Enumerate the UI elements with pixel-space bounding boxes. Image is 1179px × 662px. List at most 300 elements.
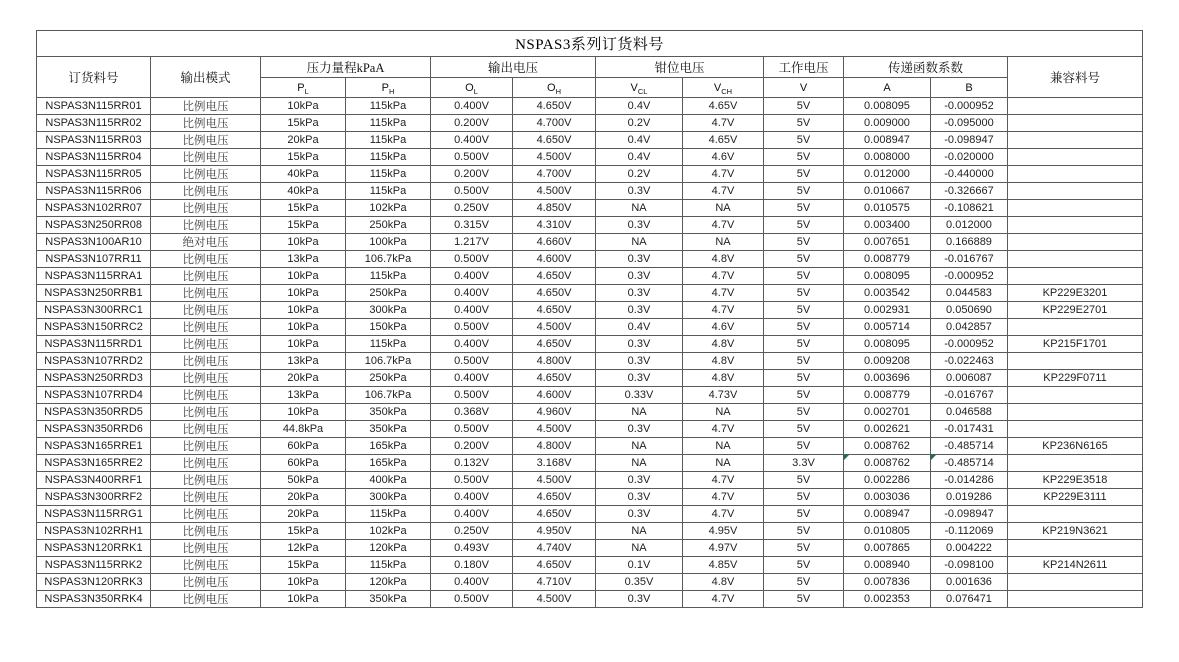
cell-vch: 4.8V [683,574,764,591]
cell-oh: 4.650V [513,506,596,523]
cell-part-number: NSPAS3N115RR03 [37,132,151,149]
cell-coeff-b: -0.014286 [931,472,1008,489]
cell-vcl: 0.3V [596,591,683,608]
cell-compatible [1008,234,1143,251]
cell-vch: 4.7V [683,591,764,608]
cell-ph: 115kPa [346,183,431,200]
cell-coeff-b: -0.000952 [931,336,1008,353]
cell-oh: 4.600V [513,251,596,268]
cell-oh: 3.168V [513,455,596,472]
cell-oh: 4.650V [513,285,596,302]
cell-coeff-b: -0.485714 [931,438,1008,455]
cell-ol: 0.400V [431,302,513,319]
cell-compatible: KP229E3518 [1008,472,1143,489]
cell-output-mode: 比例电压 [151,591,261,608]
table-row [37,438,1143,455]
cell-v: 5V [764,438,844,455]
cell-ol: 0.500V [431,149,513,166]
cell-ol: 0.500V [431,319,513,336]
cell-part-number: NSPAS3N350RRD6 [37,421,151,438]
cell-coeff-a: 0.010667 [844,183,931,200]
cell-coeff-b: -0.095000 [931,115,1008,132]
cell-ol: 0.400V [431,285,513,302]
cell-vch: 4.7V [683,285,764,302]
cell-compatible [1008,98,1143,115]
cell-output-mode: 比例电压 [151,438,261,455]
cell-pl: 60kPa [261,438,346,455]
cell-compatible [1008,387,1143,404]
cell-part-number: NSPAS3N120RRK3 [37,574,151,591]
cell-oh: 4.500V [513,319,596,336]
cell-coeff-b: 0.012000 [931,217,1008,234]
cell-output-mode: 比例电压 [151,302,261,319]
cell-ol: 0.250V [431,200,513,217]
cell-part-number: NSPAS3N350RRK4 [37,591,151,608]
cell-output-mode: 比例电压 [151,506,261,523]
cell-coeff-a: 0.008947 [844,132,931,149]
cell-output-mode: 比例电压 [151,523,261,540]
cell-compatible: KP215F1701 [1008,336,1143,353]
cell-pl: 15kPa [261,200,346,217]
cell-vch: 4.6V [683,319,764,336]
col-header-part-number: 订货料号 [37,57,151,98]
cell-v: 5V [764,115,844,132]
cell-coeff-b: -0.000952 [931,268,1008,285]
cell-ph: 120kPa [346,540,431,557]
cell-part-number: NSPAS3N107RRD4 [37,387,151,404]
cell-compatible: KP229E3111 [1008,489,1143,506]
cell-v: 5V [764,540,844,557]
cell-vch: 4.7V [683,506,764,523]
cell-ol: 0.500V [431,251,513,268]
cell-v: 5V [764,251,844,268]
cell-oh: 4.650V [513,370,596,387]
col-header-clamp-voltage: 钳位电压 [596,57,764,78]
cell-pl: 15kPa [261,523,346,540]
table-row [37,285,1143,302]
cell-coeff-b: -0.112069 [931,523,1008,540]
cell-pl: 15kPa [261,557,346,574]
cell-ol: 1.217V [431,234,513,251]
cell-output-mode: 比例电压 [151,268,261,285]
cell-vch: 4.7V [683,302,764,319]
cell-vch: 4.7V [683,489,764,506]
table-row [37,574,1143,591]
cell-pl: 10kPa [261,98,346,115]
cell-coeff-a: 0.008095 [844,336,931,353]
cell-vcl: 0.3V [596,370,683,387]
cell-output-mode: 比例电压 [151,132,261,149]
cell-compatible [1008,574,1143,591]
cell-ph: 350kPa [346,404,431,421]
cell-coeff-b: -0.020000 [931,149,1008,166]
table-row [37,234,1143,251]
cell-part-number: NSPAS3N102RRH1 [37,523,151,540]
cell-ph: 350kPa [346,421,431,438]
cell-output-mode: 比例电压 [151,166,261,183]
table-row [37,455,1143,472]
cell-pl: 20kPa [261,489,346,506]
table-row [37,115,1143,132]
cell-v: 5V [764,523,844,540]
col-header-v: V [764,78,844,98]
cell-ol: 0.500V [431,353,513,370]
cell-pl: 10kPa [261,574,346,591]
cell-compatible [1008,183,1143,200]
col-header-ph: $P_H$ [346,78,431,98]
cell-part-number: NSPAS3N115RRA1 [37,268,151,285]
cell-coeff-b: 0.006087 [931,370,1008,387]
cell-output-mode: 比例电压 [151,540,261,557]
cell-coeff-b: -0.000952 [931,98,1008,115]
cell-vch: 4.65V [683,98,764,115]
cell-vch: 4.85V [683,557,764,574]
cell-output-mode: 比例电压 [151,421,261,438]
table-title-row [37,31,1143,57]
table-row [37,336,1143,353]
cell-oh: 4.310V [513,217,596,234]
cell-pl: 10kPa [261,302,346,319]
cell-output-mode: 绝对电压 [151,234,261,251]
cell-oh: 4.600V [513,387,596,404]
cell-output-mode: 比例电压 [151,200,261,217]
cell-output-mode: 比例电压 [151,285,261,302]
cell-output-mode: 比例电压 [151,472,261,489]
table-row [37,353,1143,370]
cell-vch: 4.8V [683,336,764,353]
table-row [37,183,1143,200]
col-header-pl: $P_L$ [261,78,346,98]
cell-coeff-a: 0.007651 [844,234,931,251]
cell-ph: 150kPa [346,319,431,336]
cell-output-mode: 比例电压 [151,115,261,132]
cell-vcl: NA [596,540,683,557]
cell-vch: 4.8V [683,370,764,387]
cell-vch: 4.95V [683,523,764,540]
cell-ol: 0.500V [431,421,513,438]
cell-v: 5V [764,489,844,506]
cell-vcl: 0.3V [596,183,683,200]
table-row [37,149,1143,166]
cell-output-mode: 比例电压 [151,387,261,404]
cell-pl: 40kPa [261,166,346,183]
col-header-pressure-range: 压力量程kPaA [261,57,431,78]
cell-vcl: 0.4V [596,319,683,336]
cell-compatible: KP236N6165 [1008,438,1143,455]
cell-ol: 0.500V [431,387,513,404]
cell-ph: 115kPa [346,268,431,285]
cell-pl: 15kPa [261,115,346,132]
col-header-oh: $O_H$ [513,78,596,98]
cell-coeff-b: -0.098947 [931,506,1008,523]
cell-vcl: 0.3V [596,251,683,268]
cell-coeff-a: 0.008762 [844,455,931,472]
table-row [37,268,1143,285]
cell-vch: 4.7V [683,472,764,489]
cell-pl: 40kPa [261,183,346,200]
table-row [37,166,1143,183]
table-row [37,217,1143,234]
cell-part-number: NSPAS3N102RR07 [37,200,151,217]
cell-vch: 4.7V [683,217,764,234]
cell-coeff-b: -0.098100 [931,557,1008,574]
cell-coeff-b: -0.016767 [931,251,1008,268]
cell-coeff-a: 0.002353 [844,591,931,608]
cell-vch: 4.7V [683,115,764,132]
cell-coeff-b: -0.016767 [931,387,1008,404]
cell-vcl: 0.3V [596,285,683,302]
cell-vcl: 0.35V [596,574,683,591]
cell-v: 5V [764,268,844,285]
cell-ol: 0.500V [431,472,513,489]
cell-ol: 0.315V [431,217,513,234]
cell-v: 5V [764,404,844,421]
cell-ph: 102kPa [346,200,431,217]
cell-coeff-b: 0.019286 [931,489,1008,506]
cell-oh: 4.960V [513,404,596,421]
cell-ol: 0.250V [431,523,513,540]
cell-vcl: NA [596,455,683,472]
cell-part-number: NSPAS3N400RRF1 [37,472,151,489]
cell-v: 5V [764,98,844,115]
cell-coeff-a: 0.012000 [844,166,931,183]
cell-oh: 4.660V [513,234,596,251]
cell-oh: 4.700V [513,166,596,183]
cell-ol: 0.132V [431,455,513,472]
cell-vcl: 0.3V [596,302,683,319]
cell-vcl: 0.3V [596,268,683,285]
cell-vch: 4.8V [683,251,764,268]
cell-compatible [1008,540,1143,557]
table-body [37,98,1143,608]
cell-pl: 13kPa [261,353,346,370]
cell-pl: 50kPa [261,472,346,489]
cell-oh: 4.500V [513,183,596,200]
cell-pl: 20kPa [261,132,346,149]
cell-part-number: NSPAS3N115RRD1 [37,336,151,353]
cell-ol: 0.500V [431,183,513,200]
cell-v: 5V [764,387,844,404]
cell-part-number: NSPAS3N150RRC2 [37,319,151,336]
table-row [37,200,1143,217]
col-header-ol: $O_L$ [431,78,513,98]
cell-coeff-b: -0.485714 [931,455,1008,472]
cell-ol: 0.200V [431,115,513,132]
cell-ph: 115kPa [346,166,431,183]
cell-ol: 0.400V [431,98,513,115]
cell-coeff-a: 0.007865 [844,540,931,557]
cell-v: 5V [764,506,844,523]
cell-vcl: 0.3V [596,336,683,353]
cell-v: 5V [764,132,844,149]
cell-output-mode: 比例电压 [151,370,261,387]
cell-v: 5V [764,217,844,234]
table-row [37,523,1143,540]
cell-vch: NA [683,438,764,455]
cell-coeff-a: 0.008095 [844,268,931,285]
table-row [37,421,1143,438]
cell-oh: 4.500V [513,149,596,166]
cell-ph: 115kPa [346,149,431,166]
cell-coeff-b: 0.042857 [931,319,1008,336]
cell-output-mode: 比例电压 [151,353,261,370]
cell-vch: NA [683,404,764,421]
col-header-output-mode: 输出模式 [151,57,261,98]
cell-vcl: 0.3V [596,506,683,523]
cell-pl: 20kPa [261,506,346,523]
cell-coeff-a: 0.003542 [844,285,931,302]
cell-pl: 13kPa [261,387,346,404]
table-row [37,472,1143,489]
cell-vch: 4.7V [683,166,764,183]
cell-coeff-b: 0.044583 [931,285,1008,302]
cell-pl: 60kPa [261,455,346,472]
cell-vcl: 0.3V [596,472,683,489]
cell-part-number: NSPAS3N115RRG1 [37,506,151,523]
cell-vcl: 0.1V [596,557,683,574]
cell-compatible [1008,268,1143,285]
table-row [37,489,1143,506]
cell-output-mode: 比例电压 [151,557,261,574]
cell-part-number: NSPAS3N250RRD3 [37,370,151,387]
cell-vcl: 0.3V [596,217,683,234]
cell-output-mode: 比例电压 [151,217,261,234]
cell-ph: 250kPa [346,370,431,387]
cell-compatible [1008,506,1143,523]
cell-part-number: NSPAS3N115RRK2 [37,557,151,574]
cell-vcl: NA [596,404,683,421]
cell-ol: 0.493V [431,540,513,557]
cell-part-number: NSPAS3N300RRF2 [37,489,151,506]
cell-v: 5V [764,234,844,251]
cell-compatible: KP219N3621 [1008,523,1143,540]
cell-oh: 4.500V [513,421,596,438]
cell-coeff-a: 0.008762 [844,438,931,455]
cell-v: 5V [764,302,844,319]
cell-ph: 120kPa [346,574,431,591]
col-header-a: A [844,78,931,98]
table-row [37,387,1143,404]
cell-ph: 106.7kPa [346,251,431,268]
cell-part-number: NSPAS3N115RR04 [37,149,151,166]
cell-coeff-b: -0.017431 [931,421,1008,438]
cell-coeff-b: -0.108621 [931,200,1008,217]
cell-v: 5V [764,285,844,302]
cell-pl: 44.8kPa [261,421,346,438]
cell-compatible [1008,591,1143,608]
cell-oh: 4.650V [513,489,596,506]
cell-ph: 165kPa [346,438,431,455]
cell-oh: 4.650V [513,557,596,574]
cell-ph: 115kPa [346,557,431,574]
col-header-compatible: 兼容料号 [1008,57,1143,98]
cell-coeff-a: 0.002931 [844,302,931,319]
cell-part-number: NSPAS3N115RR02 [37,115,151,132]
cell-coeff-b: 0.001636 [931,574,1008,591]
col-header-vch: $V_{CH}$ [683,78,764,98]
cell-ph: 106.7kPa [346,387,431,404]
cell-vch: 4.7V [683,183,764,200]
cell-coeff-a: 0.009208 [844,353,931,370]
cell-coeff-a: 0.005714 [844,319,931,336]
cell-oh: 4.800V [513,353,596,370]
cell-compatible: KP229E3201 [1008,285,1143,302]
cell-vch: 4.6V [683,149,764,166]
cell-pl: 10kPa [261,268,346,285]
cell-part-number: NSPAS3N250RR08 [37,217,151,234]
cell-pl: 10kPa [261,234,346,251]
cell-compatible [1008,166,1143,183]
cell-part-number: NSPAS3N115RR01 [37,98,151,115]
cell-compatible [1008,421,1143,438]
cell-vcl: NA [596,523,683,540]
cell-pl: 13kPa [261,251,346,268]
cell-vcl: 0.3V [596,353,683,370]
cell-ol: 0.400V [431,370,513,387]
cell-vch: NA [683,200,764,217]
cell-coeff-b: 0.076471 [931,591,1008,608]
table-row [37,404,1143,421]
cell-compatible: KP214N2611 [1008,557,1143,574]
cell-v: 5V [764,557,844,574]
cell-vch: 4.73V [683,387,764,404]
cell-ph: 350kPa [346,591,431,608]
cell-coeff-a: 0.003696 [844,370,931,387]
cell-coeff-a: 0.009000 [844,115,931,132]
cell-output-mode: 比例电压 [151,251,261,268]
cell-pl: 10kPa [261,285,346,302]
cell-vch: 4.65V [683,132,764,149]
cell-ph: 115kPa [346,506,431,523]
cell-output-mode: 比例电压 [151,319,261,336]
table-row [37,98,1143,115]
cell-vcl: NA [596,438,683,455]
table-row [37,506,1143,523]
cell-ph: 250kPa [346,285,431,302]
col-header-output-voltage: 输出电压 [431,57,596,78]
cell-pl: 10kPa [261,591,346,608]
cell-coeff-a: 0.003400 [844,217,931,234]
cell-compatible [1008,115,1143,132]
cell-ph: 102kPa [346,523,431,540]
cell-part-number: NSPAS3N350RRD5 [37,404,151,421]
table-row [37,540,1143,557]
cell-oh: 4.950V [513,523,596,540]
cell-compatible [1008,251,1143,268]
cell-ol: 0.500V [431,591,513,608]
cell-oh: 4.650V [513,336,596,353]
cell-output-mode: 比例电压 [151,574,261,591]
cell-ol: 0.400V [431,489,513,506]
cell-coeff-b: 0.050690 [931,302,1008,319]
cell-vch: NA [683,455,764,472]
cell-pl: 15kPa [261,217,346,234]
cell-vch: 4.7V [683,421,764,438]
cell-coeff-a: 0.002621 [844,421,931,438]
cell-ph: 100kPa [346,234,431,251]
cell-compatible [1008,455,1143,472]
cell-compatible: KP229F0711 [1008,370,1143,387]
cell-vcl: 0.4V [596,132,683,149]
cell-vcl: 0.3V [596,421,683,438]
cell-oh: 4.650V [513,98,596,115]
cell-coeff-a: 0.002286 [844,472,931,489]
cell-ol: 0.180V [431,557,513,574]
cell-coeff-a: 0.008095 [844,98,931,115]
cell-v: 5V [764,319,844,336]
cell-oh: 4.850V [513,200,596,217]
cell-v: 5V [764,166,844,183]
